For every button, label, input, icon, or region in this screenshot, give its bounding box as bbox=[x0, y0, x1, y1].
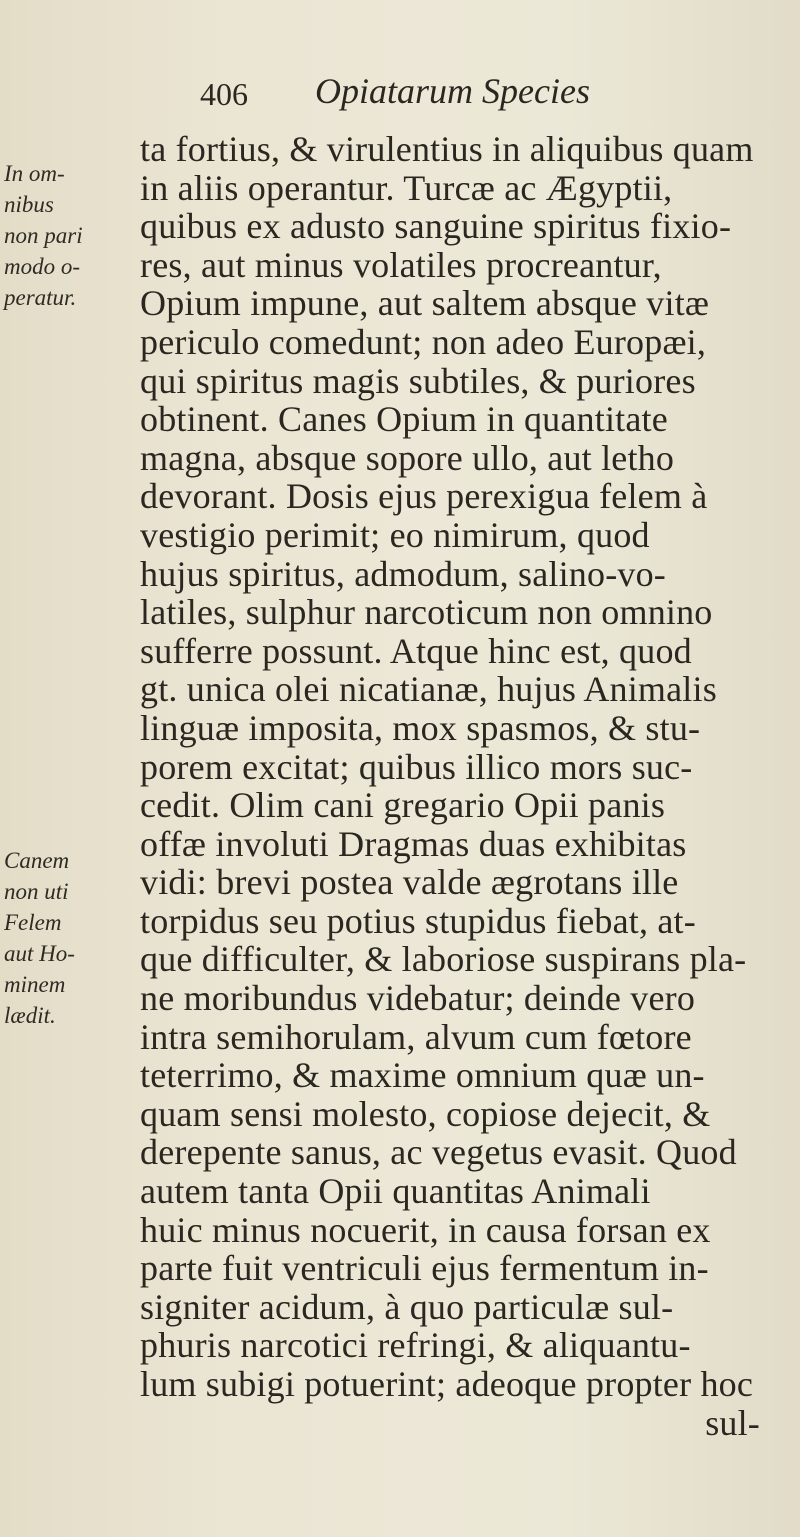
text-line: quam sensi molesto, copiose dejecit, & bbox=[140, 1093, 711, 1134]
text-line: intra semihorulam, alvum cum fœtore bbox=[140, 1016, 692, 1057]
margin-note-2 bbox=[4, 845, 75, 1031]
text-line: in aliis operantur. Turcæ ac Ægyptii, bbox=[140, 167, 673, 208]
text-line: derepente sanus, ac vegetus evasit. Quod bbox=[140, 1132, 737, 1173]
margin-note-line: modo o- bbox=[4, 254, 81, 279]
text-line: linguæ imposita, mox spasmos, & stu- bbox=[140, 707, 701, 748]
page-header bbox=[200, 70, 720, 120]
margin-note-line: nibus bbox=[4, 192, 54, 217]
text-line: phuris narcotici refringi, & aliquantu- bbox=[140, 1325, 691, 1366]
margin-note-line: non pari bbox=[4, 223, 83, 248]
text-line: magna, absque sopore ullo, aut letho bbox=[140, 437, 675, 478]
margin-note-line: Felem bbox=[4, 910, 62, 935]
catchword: sul- bbox=[705, 1402, 760, 1443]
text-line: ta fortius, & virulentius in aliquibus quam bbox=[140, 129, 754, 169]
text-line: latiles, sulphur narcoticum non omnino bbox=[140, 592, 713, 633]
text-line: res, aut minus volatiles procreantur, bbox=[140, 244, 662, 285]
text-line: quibus ex adusto sanguine spiritus fixio- bbox=[140, 206, 732, 247]
text-line: autem tanta Opii quantitas Animali bbox=[140, 1171, 651, 1212]
text-line: signiter acidum, à quo particulæ sul- bbox=[140, 1286, 674, 1327]
text-line: periculo comedunt; non adeo Europæi, bbox=[140, 321, 707, 362]
text-line: gt. unica olei nicatianæ, hujus Animalis bbox=[140, 669, 717, 710]
text-line: Opium impune, aut saltem absque vitæ bbox=[140, 283, 710, 324]
text-line: que difficulter, & laboriose suspirans pla- bbox=[140, 939, 747, 980]
margin-note-line: In om- bbox=[4, 161, 65, 186]
text-line: vidi: brevi postea valde ægrotans ille bbox=[140, 862, 679, 903]
running-title: Opiatarum Species bbox=[315, 71, 590, 111]
text-line: ne moribundus videbatur; deinde vero bbox=[140, 978, 696, 1019]
text-line: qui spiritus magis subtiles, & puriores bbox=[140, 360, 696, 401]
text-line: hujus spiritus, admodum, salino-vo- bbox=[140, 553, 666, 594]
text-line: parte fuit ventriculi ejus fermentum in- bbox=[140, 1248, 709, 1289]
text-line: huic minus nocuerit, in causa forsan ex bbox=[140, 1209, 711, 1250]
page-number: 406 bbox=[200, 76, 248, 112]
text-line: cedit. Olim cani gregario Opii panis bbox=[140, 785, 666, 826]
margin-note-line: Canem bbox=[4, 848, 70, 873]
margin-note-line: minem bbox=[4, 972, 66, 997]
text-line: lum subigi potuerint; adeoque propter hoc bbox=[140, 1364, 754, 1404]
margin-note-1 bbox=[4, 158, 83, 313]
text-line: teterrimo, & maxime omnium quæ un- bbox=[140, 1055, 705, 1096]
text-line: porem excitat; quibus illico mors suc- bbox=[140, 746, 693, 787]
text-line: sufferre possunt. Atque hinc est, quod bbox=[140, 630, 692, 671]
text-line: devorant. Dosis ejus perexigua felem à bbox=[140, 476, 708, 517]
text-line: torpidus seu potius stupidus fiebat, at- bbox=[140, 900, 696, 941]
text-line: obtinent. Canes Opium in quantitate bbox=[140, 399, 668, 440]
text-line: vestigio perimit; eo nimirum, quod bbox=[140, 514, 650, 555]
margin-note-line: non uti bbox=[4, 879, 69, 904]
body-text bbox=[140, 130, 800, 1442]
margin-note-line: peratur. bbox=[4, 285, 77, 310]
text-line: offæ involuti Dragmas duas exhibitas bbox=[140, 823, 687, 864]
margin-note-line: lædit. bbox=[4, 1003, 56, 1028]
margin-note-line: aut Ho- bbox=[4, 941, 75, 966]
